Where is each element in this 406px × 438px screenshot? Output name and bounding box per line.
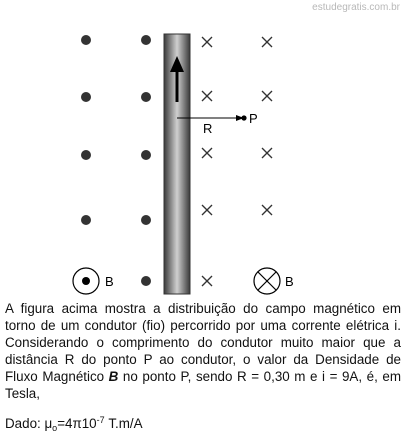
given-prefix: Dado:: [5, 416, 45, 431]
question-body-end: no ponto P, sendo R = 0,30 m e i = 9A, é, em Tesla,: [5, 369, 401, 401]
cross-icon: [262, 205, 272, 215]
mu-subscript: o: [52, 423, 58, 433]
given-constant: [5, 415, 143, 432]
flux-density-symbol: B: [108, 369, 119, 384]
cross-icon: [202, 205, 212, 215]
field-out-dots: [81, 35, 151, 286]
point-label: P: [249, 111, 258, 126]
legend-in-label: B: [285, 274, 294, 289]
distance-label: R: [203, 121, 213, 136]
dot-icon: [141, 92, 151, 102]
field-in-crosses: [202, 37, 272, 286]
mu-unit: T.m/A: [104, 416, 143, 431]
point-p-marker: [241, 115, 246, 120]
legend-field-out: [73, 268, 114, 294]
mu-value: =4π10: [57, 416, 97, 431]
dot-icon: [141, 35, 151, 45]
legend-out-label: B: [105, 274, 114, 289]
cross-icon: [202, 37, 212, 47]
cross-icon: [262, 37, 272, 47]
dot-icon: [81, 92, 91, 102]
dot-icon: [81, 215, 91, 225]
legend-field-in: [254, 268, 294, 294]
cross-icon: [202, 276, 212, 286]
dot-icon: [141, 276, 151, 286]
watermark: estudegratis.com.br: [312, 2, 400, 13]
dot-icon: [141, 215, 151, 225]
dot-icon: [81, 150, 91, 160]
dot-icon: [81, 35, 91, 45]
mu-exponent: -7: [96, 415, 105, 425]
cross-icon: [262, 91, 272, 101]
question-text: [5, 300, 401, 402]
dot-icon: [141, 150, 151, 160]
mu-symbol: μ: [44, 416, 53, 431]
cross-icon: [202, 91, 212, 101]
question-body: A figura acima mostra a distribuição do campo magnético em torno de um condutor (fio) percorrido por uma corrente elétrica i. Considerando o comprimento do condutor muito maior que a distância R do ponto P ao condutor, o valor da Densidade de Fluxo Magnético: [5, 301, 401, 384]
cross-icon: [262, 148, 272, 158]
cross-icon: [202, 148, 212, 158]
